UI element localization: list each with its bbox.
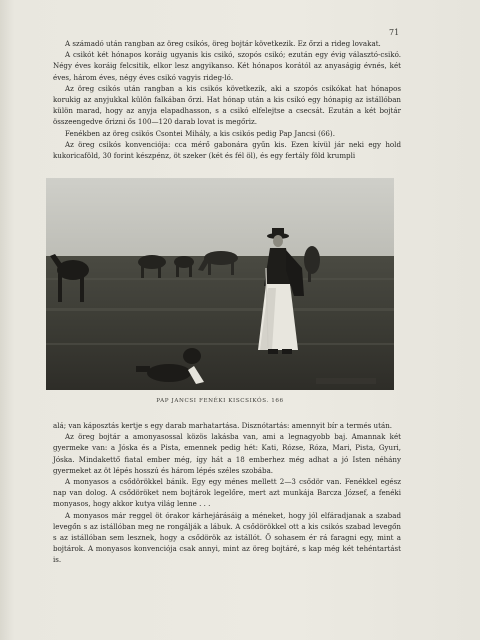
text-block-bottom [53, 420, 401, 566]
paragraph: Az öreg csikós után rangban a kis csikós következik, aki a szopós csikókat hat hónapos korukig az anyjukkal külön falkában őrzi. Hat hónap után a kis csikó egy hónapig az istállóban külön marad, hogy az anyja elapadhasson, s a csikó elfelejtse a csecsát. Ezután a két bojtár összeengedve őrizni ős 100—120 darab lovat is megőriz. [53, 83, 401, 127]
paragraph: Fenékben az öreg csikós Csontei Mihály, a kis csikós pedig Pap Jancsi (66). [65, 128, 335, 138]
pasture [46, 256, 394, 390]
photo-figure [46, 178, 394, 390]
paragraph: A számadó után rangban az öreg csikós, öreg bojtár következik. Ez őrzi a rideg lovakat. [65, 39, 381, 48]
photograph-horse-herder [46, 178, 394, 390]
text-block-top [53, 38, 401, 161]
paragraph: Az öreg csikós konvenciója: cca mérő gabonára gyűn kis. Ezen kívül jár neki egy hold kukoricaföld, 30 forint készpénz, öt szeker (két és fél öl), és egy fertály föld krumpli [53, 139, 401, 161]
paragraph: A csikót két hónapos koráig ugyanis kis csikó, szopós csikó; ezután egy évig választó-csikó. Négy éves koráig felcsitik, elkor lesz angyikanso. Két hónapos korától az anyaságig évnés, két éves, három éves, négy éves csikó vagyis rideg-ló. [53, 50, 401, 82]
paragraph: alá; van káposztás kertje s egy darab marhatartása. Disznótartás: amennyit bír a termés után. [53, 421, 393, 430]
figure-caption: PAP JANCSI FENÉKI KISCSIKÓS. 166 [156, 398, 284, 404]
page-number: 71 [389, 28, 400, 37]
paragraph: A monyasos a csődörökkel bánik. Egy egy ménes mellett 2—3 csődör van. Fenékkel egész nap van dolog. A csődöröket nem bojtárok legelőre, mert azt munkája Barcza József, a fenéki monyasos, hogy akkor kutya világ lenne . . . [53, 477, 401, 509]
paragraph: A monyasos már reggel öt órakor kárhejárásáig a méneket, hogy jól elfáradjanak a szabad levegőn s az istállóban meg ne rongálják a lábuk. A csődörökkel ott a kis csikós szabad levegőn s az istállóban sem lesznek, hogy a csődörök az istállót. Ő sohasem ér rá faragni egy, mint a bojtárok. A monyasos konvenciója csak annyi, mint az öreg bojtáré, s kap még két tehéntartást is. [53, 510, 401, 565]
sky [46, 178, 394, 258]
paragraph: Az öreg bojtár a amonyasossal közös lakásba van, ami a legnagyobb baj. Amannak két gyermeke van: a Jóska és a Pista, emennek pedig hét: Kati, Rózse, Róza, Mari, Pista, Gyuri, Jóska. Mindakettő fiatal ember még, így hát a 18 emberhez még adhat a jó Isten néhány gyermeket az öt lépés hosszú és három lépés széles szobába. [53, 432, 401, 475]
